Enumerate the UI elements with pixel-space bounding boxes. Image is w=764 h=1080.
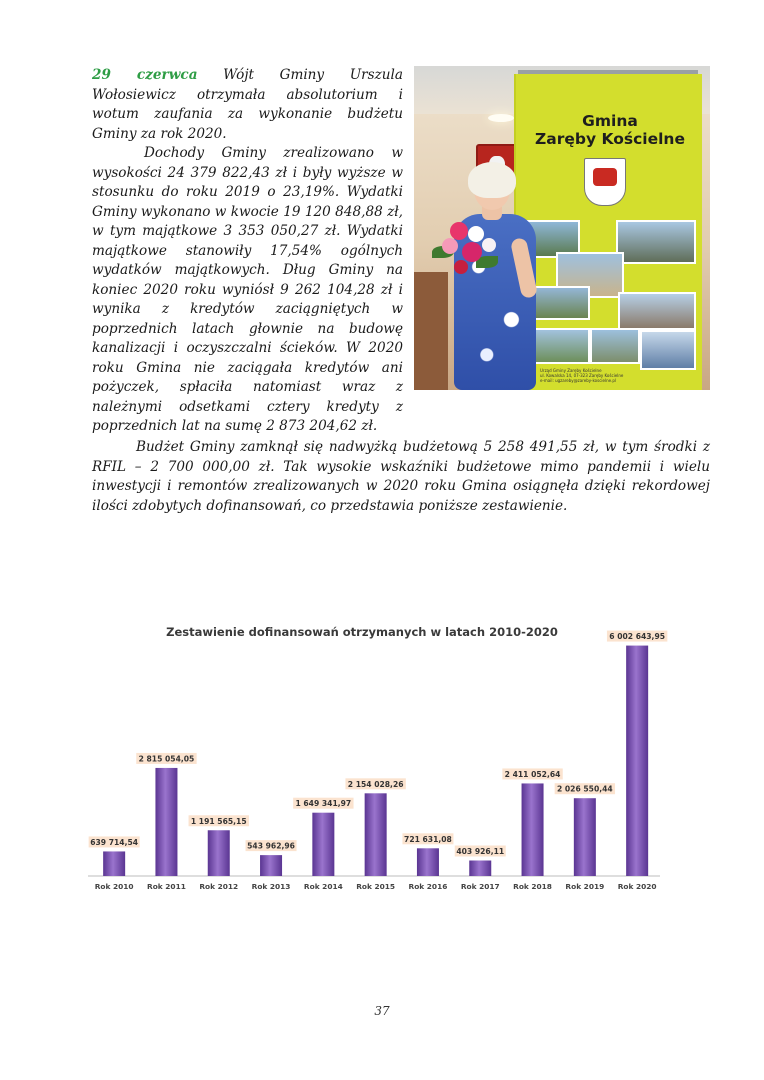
ceiling-lamp [488, 114, 514, 122]
x-tick-label: Rok 2012 [199, 882, 239, 891]
bar [260, 855, 282, 876]
flower [450, 222, 468, 240]
x-tick-label: Rok 2014 [303, 882, 343, 891]
banner-footer-line1: Urząd Gminy Zaręby Kościelne [540, 368, 602, 373]
x-tick-label: Rok 2010 [94, 882, 134, 891]
gmina-crest [584, 158, 626, 206]
value-label: 6 002 643,95 [609, 632, 666, 642]
bar [626, 646, 648, 876]
value-label: 639 714,54 [90, 837, 139, 847]
x-tick-label: Rok 2015 [356, 882, 396, 891]
value-label: 721 631,08 [404, 834, 452, 844]
banner-photo [618, 292, 696, 330]
bar [208, 830, 230, 876]
ceremony-photo [414, 66, 710, 390]
bar [312, 813, 334, 876]
value-label: 2 154 028,26 [347, 779, 404, 789]
flower [468, 226, 484, 242]
flower [442, 238, 458, 254]
value-label: 2 815 054,05 [138, 754, 195, 764]
funding-chart-svg [86, 610, 676, 900]
budget-paragraph: Dochody Gminy zrealizowano w wysokości 24 379 822,43 zł i były wyższe w stosunku do roku 2019 o 23,19%. Wydatki Gminy wykonano w kwocie 19 120 848,88 zł, w tym majątkowe 3 353 050,27 zł. Wydatki majątkowe stanowiły 17,54% ogólnych wydatków majątkowych. Dług Gminy na koniec 2020 roku wyniósł 9 262 104,28 zł i wynika z kredytów zaciągniętych w poprzednich latach głownie na budowę kanalizacji i oczyszczalni ścieków. W 2020 roku Gmina nie zaciągała kredytów ani pożyczek, spłaciła natomiast wraz z należnymi odsetkami cztery kredyty z poprzednich lat na sumę 2 873 204,62 zł. [92, 145, 403, 434]
surplus-paragraph: Budżet Gminy zamknął się nadwyżką budżetową 5 258 491,55 zł, w tym środki z RFIL – 2 700 000,00 zł. Tak wysokie wskaźniki budżetowe mimo pandemii i wielu inwestycji i remontów zrealizowanych w 2020 roku Gmina osiągnęła dzięki rekordowej ilości zdobytych dofinansowań, co przedstawia poniższe zestawienie. [92, 439, 710, 514]
banner-title-line2: Zaręby Kościelne [535, 130, 685, 148]
x-tick-label: Rok 2019 [565, 882, 605, 891]
bar [365, 793, 387, 876]
flower [462, 242, 482, 262]
intro-text: Wójt Gminy Urszula Wołosiewicz otrzymała absolutorium i wotum zaufania za wykonanie budżetu Gminy za rok 2020. [92, 67, 403, 142]
value-label: 1 191 565,15 [190, 816, 247, 826]
value-label: 403 926,11 [456, 846, 505, 856]
x-tick-label: Rok 2016 [408, 882, 448, 891]
x-tick-label: Rok 2018 [513, 882, 552, 891]
banner-title-line1: Gmina [582, 112, 638, 130]
x-tick-label: Rok 2020 [617, 882, 657, 891]
value-label: 1 649 341,97 [295, 799, 352, 809]
value-label: 2 411 052,64 [504, 769, 561, 779]
x-tick-label: Rok 2011 [147, 882, 186, 891]
x-tick-label: Rok 2013 [251, 882, 291, 891]
banner-title [524, 112, 696, 148]
bar [155, 768, 177, 876]
value-label: 2 026 550,44 [556, 784, 613, 794]
bar [417, 848, 439, 876]
date-highlight: 29 czerwca [92, 67, 198, 83]
wooden-cabinet [414, 272, 448, 390]
chart-title: Zestawienie dofinansowań otrzymanych w latach 2010-2020 [166, 625, 558, 639]
bar [574, 798, 596, 876]
banner-photo [640, 330, 696, 370]
intro-paragraph [92, 66, 403, 144]
bar [103, 851, 125, 876]
bar [469, 860, 491, 876]
flower [454, 260, 468, 274]
bar [522, 783, 544, 876]
x-tick-label: Rok 2017 [460, 882, 500, 891]
x-tick-labels-layer [95, 882, 657, 891]
flower [482, 238, 496, 252]
banner-photo [590, 328, 640, 364]
woman-hair [468, 162, 516, 198]
banner-photo [616, 220, 696, 264]
page-number: 37 [374, 1004, 390, 1018]
banner-footer-line2: ul. Kowalska 14, 07-323 Zaręby Kościelne [540, 373, 624, 378]
funding-chart [86, 610, 676, 900]
banner-photos [526, 220, 696, 370]
banner-footer [540, 368, 690, 383]
banner-photo [532, 328, 590, 364]
value-label: 543 962,96 [247, 841, 295, 851]
banner-footer-line3: e-mail: ugzareby@zareby-koscielne.pl [540, 378, 616, 383]
flower-bouquet [428, 216, 502, 286]
